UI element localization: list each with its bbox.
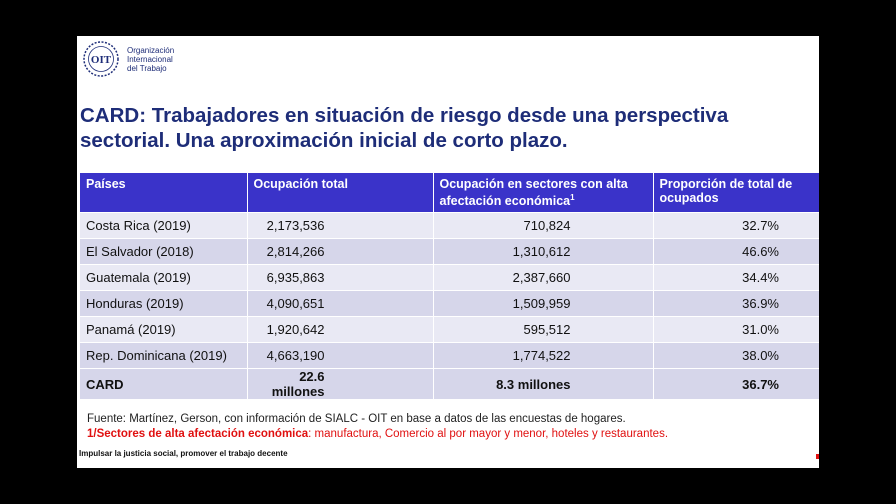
- cell-sectors: 1,310,612: [433, 239, 653, 265]
- ilo-logo: [81, 40, 174, 78]
- corner-mark: [816, 454, 819, 459]
- header-ocupacion-sectores-label: Ocupación en sectores con alta afectación económica: [439, 177, 628, 209]
- table-row: [80, 343, 819, 369]
- cell-proportion: 38.0%: [653, 343, 819, 369]
- cell-sectors: 595,512: [433, 317, 653, 343]
- cell-country: El Salvador (2018): [80, 239, 247, 265]
- table-row: [80, 265, 819, 291]
- cell-country: Costa Rica (2019): [80, 213, 247, 239]
- cell-sectors: 1,774,522: [433, 343, 653, 369]
- cell-sectors: 2,387,660: [433, 265, 653, 291]
- logo-line-3: del Trabajo: [127, 63, 167, 73]
- source-text: Fuente: Martínez, Gerson, con información de SIALC - OIT en base a datos de las encuestas de hogares.: [87, 413, 626, 425]
- table-row: [80, 291, 819, 317]
- footer-slogan: Impulsar la justicia social, promover el trabajo decente: [79, 449, 288, 458]
- cell-proportion: 46.6%: [653, 239, 819, 265]
- table-row: [80, 213, 819, 239]
- table-row: [80, 317, 819, 343]
- cell-country: Guatemala (2019): [80, 265, 247, 291]
- sector-note-text: : manufactura, Comercio al por mayor y menor, hoteles y restaurantes.: [308, 428, 669, 440]
- header-superscript: 1: [570, 193, 575, 202]
- header-proporcion: Proporción de total de ocupados: [653, 173, 819, 213]
- sector-note: [87, 428, 668, 440]
- header-ocupacion-total: Ocupación total: [247, 173, 433, 213]
- header-ocupacion-sectores: [433, 173, 653, 213]
- cell-country: Panamá (2019): [80, 317, 247, 343]
- cell-proportion: 32.7%: [653, 213, 819, 239]
- slide: [77, 36, 819, 468]
- cell-total: 1,920,642: [247, 317, 433, 343]
- cell-proportion: 36.9%: [653, 291, 819, 317]
- cell-total: 2,814,266: [247, 239, 433, 265]
- total-label: CARD: [80, 369, 247, 400]
- table-header-row: [80, 173, 819, 213]
- cell-proportion: 31.0%: [653, 317, 819, 343]
- cell-proportion: 34.4%: [653, 265, 819, 291]
- logo-line-2: Internacional: [127, 54, 173, 64]
- cell-total: 4,663,190: [247, 343, 433, 369]
- table-total-row: [80, 369, 819, 400]
- total-sectores: 8.3 millones: [433, 369, 653, 400]
- cell-total: 6,935,863: [247, 265, 433, 291]
- total-proporcion: 36.7%: [653, 369, 819, 400]
- table-row: [80, 239, 819, 265]
- header-paises: Países: [80, 173, 247, 213]
- cell-sectors: 710,824: [433, 213, 653, 239]
- data-table: [80, 173, 819, 399]
- logo-emblem-text: OIT: [90, 54, 112, 66]
- logo-line-1: Organización: [127, 45, 175, 55]
- ilo-emblem-icon: [81, 40, 121, 78]
- cell-country: Honduras (2019): [80, 291, 247, 317]
- logo-text: [127, 46, 174, 73]
- cell-total: 4,090,651: [247, 291, 433, 317]
- total-ocupacion: 22.6 millones: [247, 369, 433, 400]
- sector-note-bold: 1/Sectores de alta afectación económica: [87, 428, 309, 440]
- cell-country: Rep. Dominicana (2019): [80, 343, 247, 369]
- cell-total: 2,173,536: [247, 213, 433, 239]
- cell-sectors: 1,509,959: [433, 291, 653, 317]
- slide-title: CARD: Trabajadores en situación de riesgo desde una perspectiva sectorial. Una aproximación inicial de corto plazo.: [80, 104, 729, 152]
